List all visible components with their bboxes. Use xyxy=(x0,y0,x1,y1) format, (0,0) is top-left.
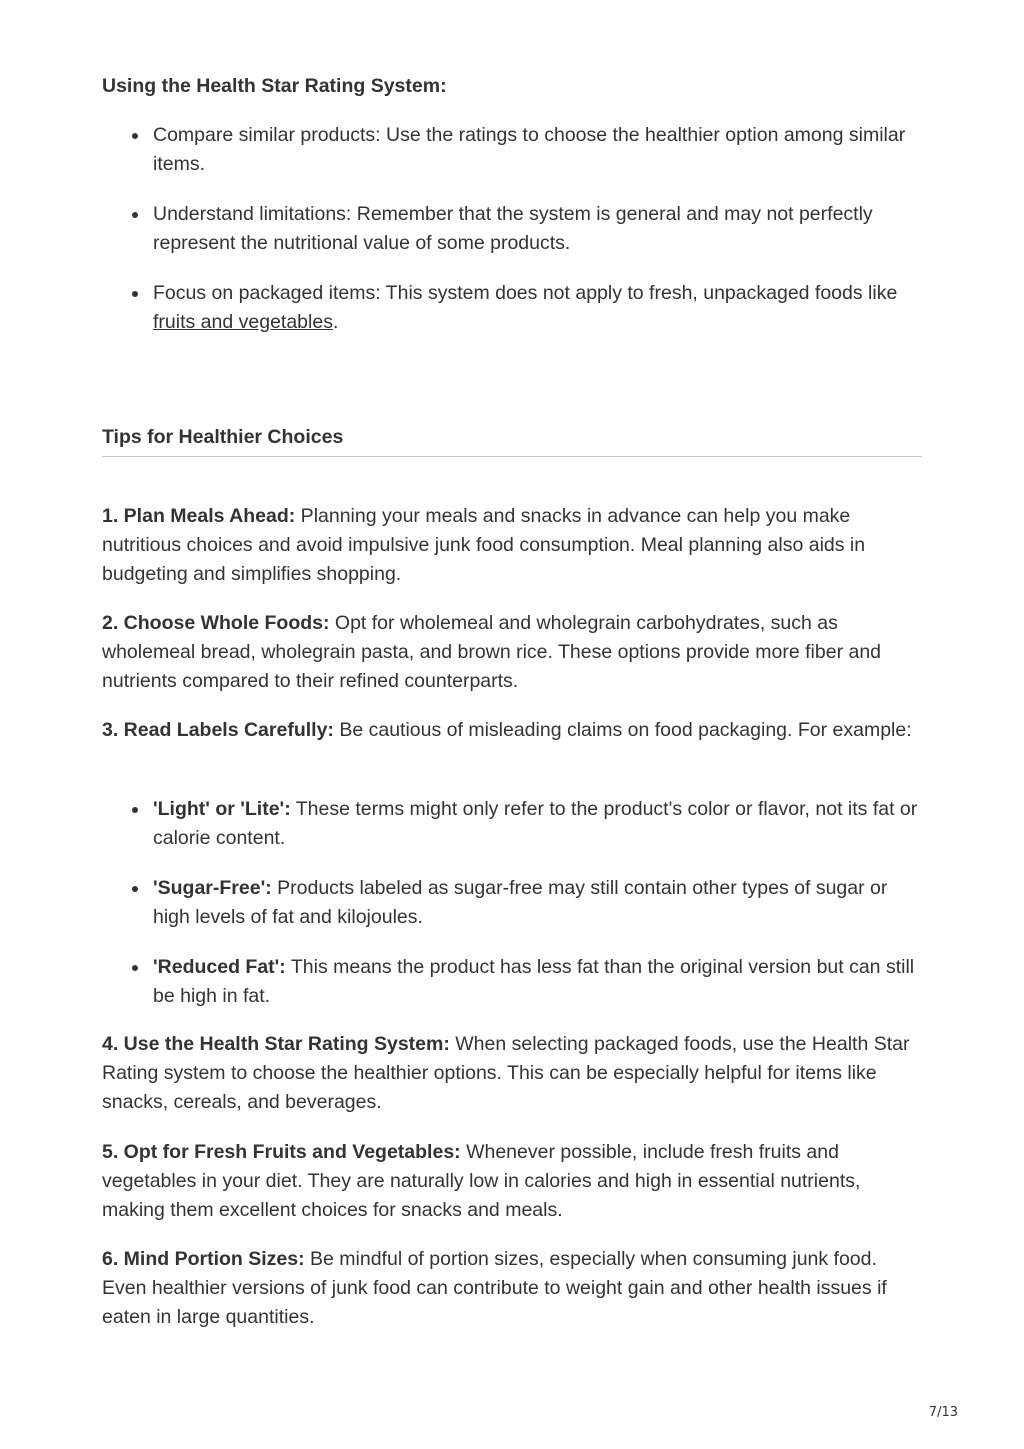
page-number: 7/13 xyxy=(928,1405,958,1420)
tip-label: 4. Use the Health Star Rating System: xyxy=(102,1033,450,1055)
list-item xyxy=(102,121,922,179)
list-item-text: Focus on packaged items: This system does not apply to fresh, unpackaged foods like xyxy=(153,282,898,304)
tip-paragraph xyxy=(102,609,922,696)
tip-label: 2. Choose Whole Foods: xyxy=(102,612,330,634)
section-heading-tips: Tips for Healthier Choices xyxy=(102,424,922,457)
tip-paragraph xyxy=(102,1138,922,1225)
list-item-text: Understand limitations: Remember that the system is general and may not perfectly represent the nutritional value of some products. xyxy=(153,203,873,254)
list-item-text: Compare similar products: Use the ratings to choose the healthier option among similar items. xyxy=(153,124,906,175)
tip-text: Planning your meals and snacks in advance can help you make nutritious choices and avoid impulsive junk food consumption. Meal planning also aids in budgeting and simplifies shopping. xyxy=(102,505,866,585)
claim-label: 'Reduced Fat': xyxy=(153,956,286,978)
tip-text: Be cautious of misleading claims on food packaging. For example: xyxy=(333,719,912,741)
tip-paragraph xyxy=(102,1245,922,1332)
tip-label: 5. Opt for Fresh Fruits and Vegetables: xyxy=(102,1141,461,1163)
bullet-icon xyxy=(132,291,138,297)
list-item xyxy=(102,795,922,853)
claim-label: 'Light' or 'Lite': xyxy=(153,798,291,820)
tip-label: 6. Mind Portion Sizes: xyxy=(102,1248,305,1270)
claim-text: This means the product has less fat than the original version but can still be high in fat. xyxy=(153,956,915,1007)
list-item xyxy=(102,953,922,1011)
tip-paragraph xyxy=(102,1030,922,1117)
label-claims-list xyxy=(102,795,922,1032)
health-star-list xyxy=(102,121,922,358)
tip-label: 1. Plan Meals Ahead: xyxy=(102,505,296,527)
claim-text: These terms might only refer to the product's color or flavor, not its fat or calorie content. xyxy=(153,798,918,849)
tip-text: When selecting packaged foods, use the Health Star Rating system to choose the healthier options. This can be especially helpful for items like snacks, cereals, and beverages. xyxy=(102,1033,910,1113)
section-heading-health-star: Using the Health Star Rating System: xyxy=(102,75,447,97)
bullet-icon xyxy=(132,807,138,813)
tip-paragraph xyxy=(102,716,922,745)
list-item xyxy=(102,874,922,932)
list-item xyxy=(102,279,922,337)
bullet-icon xyxy=(132,965,138,971)
tip-paragraph xyxy=(102,502,922,589)
fruits-and-vegetables-link[interactable]: fruits and vegetables xyxy=(153,311,333,333)
claim-text: Products labeled as sugar-free may still contain other types of sugar or high levels of fat and kilojoules. xyxy=(153,877,888,928)
claim-label: 'Sugar-Free': xyxy=(153,877,272,899)
bullet-icon xyxy=(132,886,138,892)
tip-text: Opt for wholemeal and wholegrain carbohydrates, such as wholemeal bread, wholegrain pasta, and brown rice. These options provide more fiber and nutrients compared to their refined counterparts. xyxy=(102,612,882,692)
bullet-icon xyxy=(132,212,138,218)
list-item-text-end: . xyxy=(332,311,339,333)
tip-text: Be mindful of portion sizes, especially when consuming junk food. Even healthier versions of junk food can contribute to weight gain and other health issues if eaten in large quantities. xyxy=(102,1248,887,1328)
tip-label: 3. Read Labels Carefully: xyxy=(102,719,334,741)
list-item xyxy=(102,200,922,258)
bullet-icon xyxy=(132,133,138,139)
tip-text: Whenever possible, include fresh fruits and vegetables in your diet. They are naturally low in calories and high in essential nutrients, making them excellent choices for snacks and meals. xyxy=(102,1141,861,1221)
